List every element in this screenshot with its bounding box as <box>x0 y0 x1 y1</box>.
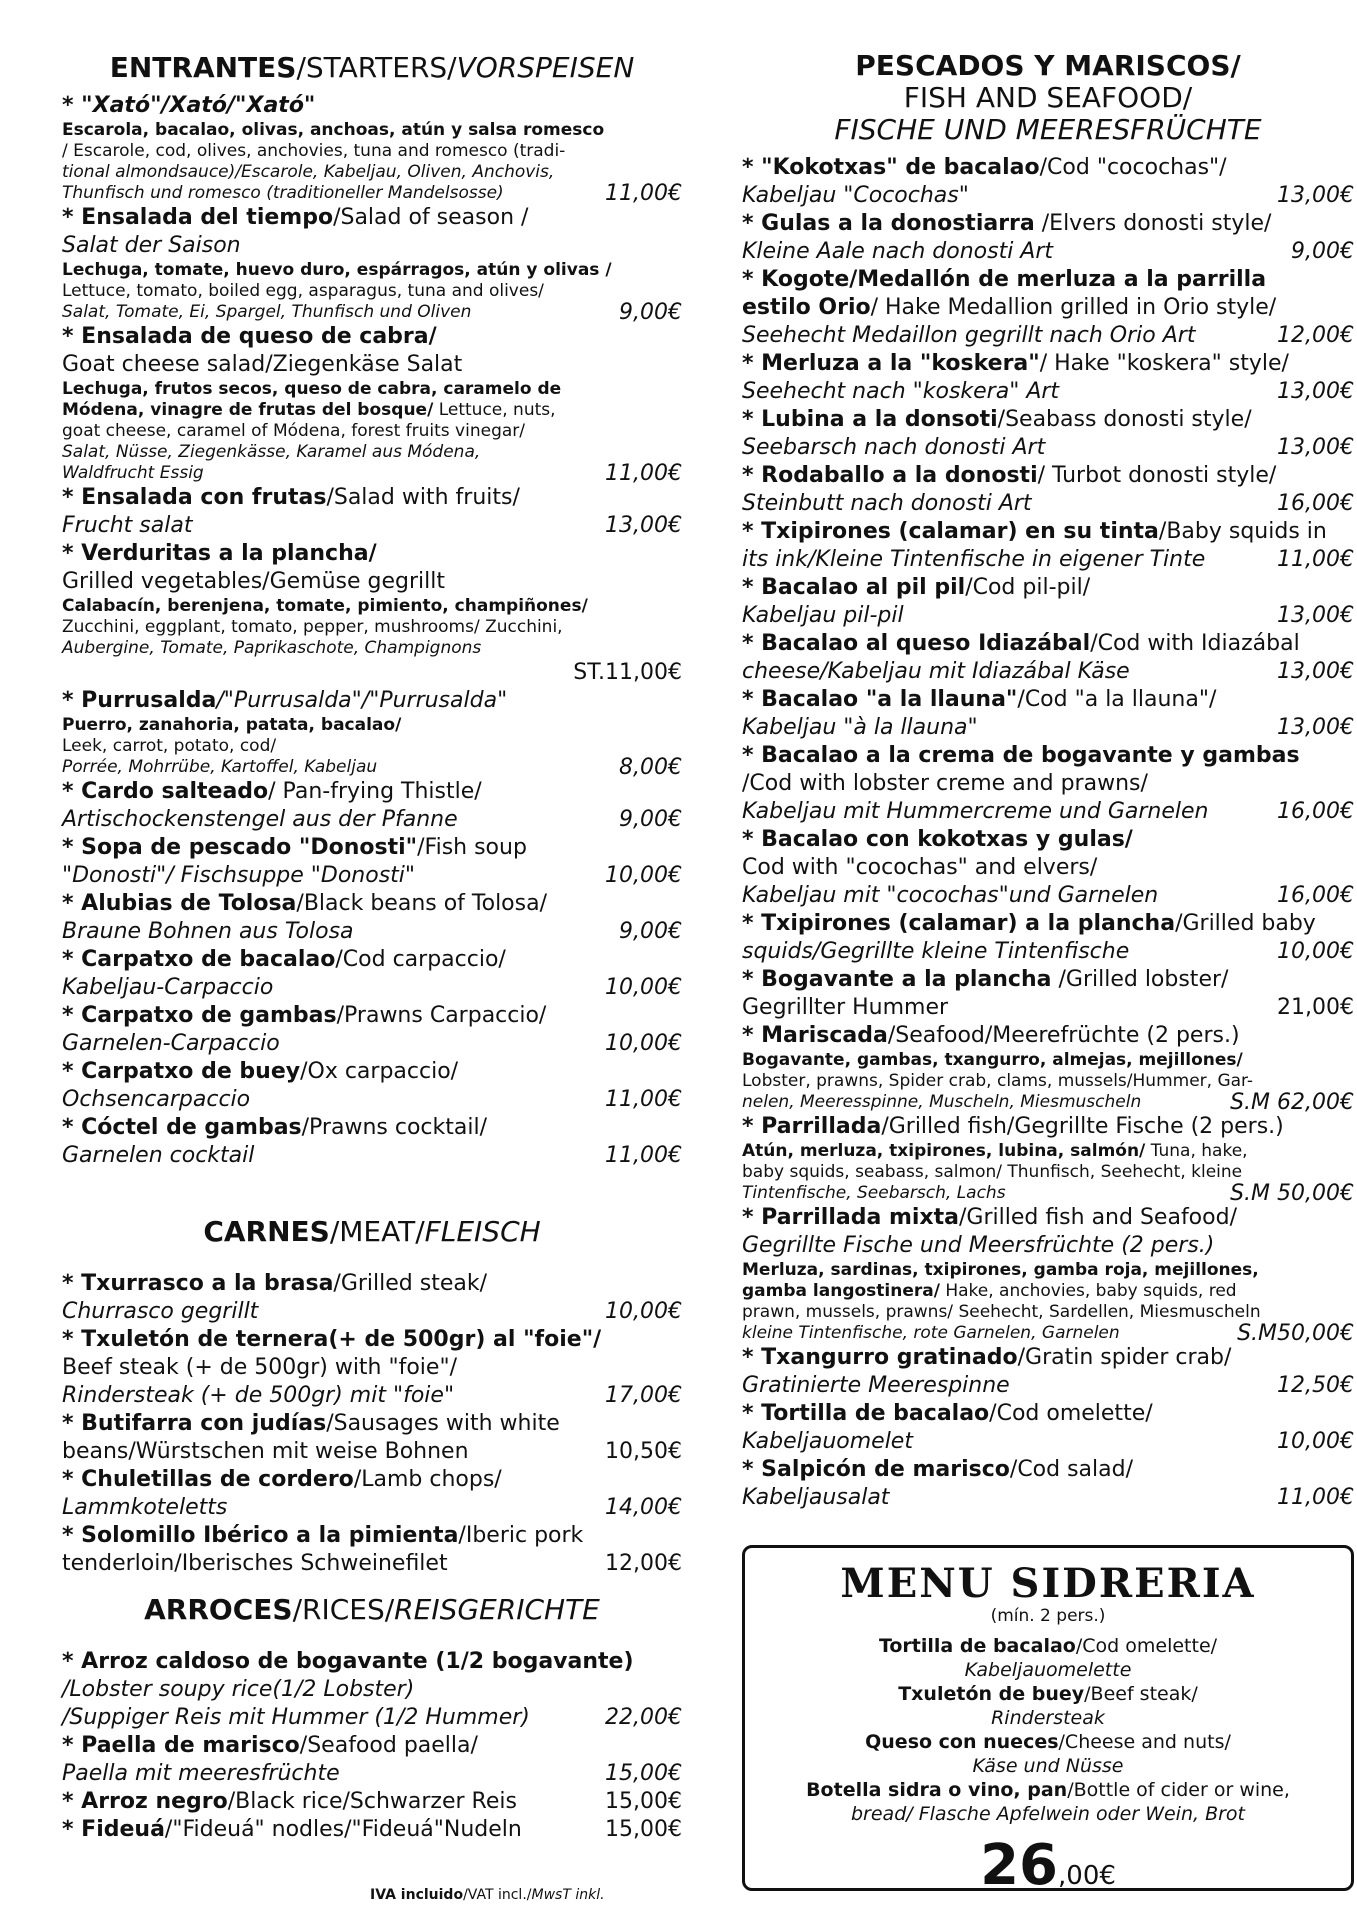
menu-item-txipirones-tinta: * Txipirones (calamar) en su tinta/Baby squids in its ink/Kleine Tintenfische in eigener Tinte 11,00€ <box>742 519 1354 572</box>
price: 9,00€ <box>619 919 682 944</box>
menu-item-crema-bogavante: * Bacalao a la crema de bogavante y gambas /Cod with lobster creme and prawns/ Kabeljau mit Hummercreme und Garnelen 16,00€ <box>742 743 1354 824</box>
menu-item-xato: * "Xató"/Xató/"Xató" Escarola, bacalao, olivas, anchoas, atún y salsa romesco / Escarole, cod, olives, anchovies, tuna and romesco (tradi- tional almondsauce)/Escarole, Kabeljau, Oliven, Anchovis, Thunfisch und romesco (traditioneller Mandelsosse) 11,00€ <box>62 93 682 206</box>
menu-sidreria-box: MENU SIDRERIA (mín. 2 pers.) Tortilla de bacalao/Cod omelette/ Kabeljauomelette Txuletón de buey/Beef steak/ Rindersteak Queso con nueces/Cheese and nuts/ Käse und Nüsse Botella sidra o vino, pan/Bottle of cider or wine, bread/ Flasche Apfelwein oder Wein, Brot 26,00€ <box>742 1545 1354 1891</box>
price: 8,00€ <box>619 755 682 780</box>
price: 11,00€ <box>605 461 682 486</box>
menu-item-alubias: * Alubias de Tolosa/Black beans of Tolosa/ Braune Bohnen aus Tolosa 9,00€ <box>62 891 682 944</box>
menu-item-ensalada-frutas: * Ensalada con frutas/Salad with fruits/ Frucht salat 13,00€ <box>62 485 682 538</box>
menu-sidreria-subtitle: (mín. 2 pers.) <box>990 1606 1106 1626</box>
price: 14,00€ <box>605 1495 682 1520</box>
menu-item-llauna: * Bacalao "a la llauna"/Cod "a la llauna"/ Kabeljau "à la llauna" 13,00€ <box>742 687 1354 740</box>
menu-item-arroz-negro: * Arroz negro/Black rice/Schwarzer Reis 15,00€ <box>62 1789 682 1814</box>
fish-title: PESCADOS Y MARISCOS/ FISH AND SEAFOOD/ FISCHE UND MEERESFRÜCHTE <box>834 49 1262 146</box>
menu-item-verduritas: * Verduritas a la plancha/ Grilled vegetables/Gemüse gegrillt Calabacín, berenjena, tomate, pimiento, champiñones/ Zucchini, eggplant, tomato, pepper, mushrooms/ Zucchini, Aubergine, Tomate, Paprikaschote, Champignons ST.11,00€ <box>62 541 682 685</box>
menu-item-cardo: * Cardo salteado/ Pan-frying Thistle/ Artischockenstengel aus der Pfanne 9,00€ <box>62 779 682 832</box>
price: 10,00€ <box>605 863 682 888</box>
menu-item-lubina: * Lubina a la donsoti/Seabass donosti style/ Seebarsch nach donosti Art 13,00€ <box>742 407 1354 460</box>
price: 10,00€ <box>1277 939 1354 964</box>
price: 13,00€ <box>1277 715 1354 740</box>
menu-item-txipirones-plancha: * Txipirones (calamar) a la plancha/Grilled baby squids/Gegrillte kleine Tintenfische 10,00€ <box>742 911 1354 964</box>
menu-item-salpicon: * Salpicón de marisco/Cod salad/ Kabeljausalat 11,00€ <box>742 1457 1354 1510</box>
price: 15,00€ <box>605 1789 682 1814</box>
menu-item-idiazabal: * Bacalao al queso Idiazábal/Cod with Idiazábal cheese/Kabeljau mit Idiazábal Käse 13,00€ <box>742 631 1354 684</box>
left-column <box>62 0 682 1844</box>
price: 13,00€ <box>1277 183 1354 208</box>
menu-item-carpatxo-gambas: * Carpatxo de gambas/Prawns Carpaccio/ Garnelen-Carpaccio 10,00€ <box>62 1003 682 1056</box>
vat-note: IVA incluido/VAT incl./MwsT inkl. <box>370 1887 605 1903</box>
price: S.M 62,00€ <box>1230 1090 1354 1115</box>
menu-item-mariscada: * Mariscada/Seafood/Meerefrüchte (2 pers.) Bogavante, gambas, txangurro, almejas, mejillones/ Lobster, prawns, Spider crab, clams, mussels/Hummer, Gar- nelen, Meeresspinne, Muscheln, Miesmuscheln S.M 62,00€ <box>742 1023 1354 1115</box>
menu-item-kokotxas-gulas: * Bacalao con kokotxas y gulas/ Cod with "cocochas" and elvers/ Kabeljau mit "cocochas"und Garnelen 16,00€ <box>742 827 1354 908</box>
price: 13,00€ <box>1277 659 1354 684</box>
price: 13,00€ <box>605 513 682 538</box>
price: 11,00€ <box>605 181 682 206</box>
menu-item-sopa: * Sopa de pescado "Donosti"/Fish soup "Donosti"/ Fischsuppe "Donosti" 10,00€ <box>62 835 682 888</box>
menu-item-gulas: * Gulas a la donostiarra /Elvers donosti style/ Kleine Aale nach donosti Art 9,00€ <box>742 211 1354 264</box>
price: 10,00€ <box>605 1299 682 1324</box>
price: 11,00€ <box>605 1087 682 1112</box>
menu-item-tortilla: * Tortilla de bacalao/Cod omelette/ Kabeljauomelet 10,00€ <box>742 1401 1354 1454</box>
menu-item-pilpil: * Bacalao al pil pil/Cod pil-pil/ Kabeljau pil-pil 13,00€ <box>742 575 1354 628</box>
right-column <box>742 0 1354 1512</box>
menu-item-txangurro: * Txangurro gratinado/Gratin spider crab/ Gratinierte Meerespinne 12,50€ <box>742 1345 1354 1398</box>
price: 9,00€ <box>1291 239 1354 264</box>
price: S.M50,00€ <box>1237 1321 1354 1346</box>
price: 16,00€ <box>1277 883 1354 908</box>
menu-item-ensalada-tiempo: * Ensalada del tiempo/Salad of season / Salat der Saison Lechuga, tomate, huevo duro, espárragos, atún y olivas / Lettuce, tomato, boiled egg, asparagus, tuna and olives/ Salat, Tomate, Ei, Spargel, Thunfisch und Oliven 9,00€ <box>62 205 682 325</box>
menu-item-parrillada: * Parrillada/Grilled fish/Gegrillte Fische (2 pers.) Atún, merluza, txipirones, lubina, salmón/ Tuna, hake, baby squids, seabass, salmon/ Thunfisch, Seehecht, kleine Tintenfische, Seebarsch, Lachs S.M 50,00€ <box>742 1114 1354 1206</box>
price: 10,50€ <box>605 1439 682 1464</box>
price: 12,00€ <box>605 1551 682 1576</box>
price: 13,00€ <box>1277 435 1354 460</box>
price: 10,00€ <box>605 1031 682 1056</box>
price: 16,00€ <box>1277 799 1354 824</box>
price: 22,00€ <box>605 1705 682 1730</box>
menu-item-purrusalda: * Purrusalda/"Purrusalda"/"Purrusalda" Puerro, zanahoria, patata, bacalao/ Leek, carrot, potato, cod/ Porrée, Mohrrübe, Kartoffel, Kabeljau 8,00€ <box>62 688 682 780</box>
price: 13,00€ <box>1277 603 1354 628</box>
menu-item-parrillada-mixta: * Parrillada mixta/Grilled fish and Seafood/ Gegrillte Fische und Meersfrüchte (2 pers.) Merluza, sardinas, txipirones, gamba roja, mejillones, gamba langostinera/ Hake, anchovies, baby squids, red prawn, mussels, prawns/ Seehecht, Sardellen, Miesmuscheln kleine Tintenfische, rote Garnelen, Garnelen S.M50,00€ <box>742 1205 1354 1346</box>
price: ST.11,00€ <box>573 660 682 685</box>
rices-title: ARROCES/RICES/REISGERICHTE <box>144 1593 600 1626</box>
menu-item-txuleton: * Txuletón de ternera(+ de 500gr) al "foie"/ Beef steak (+ de 500gr) with "foie"/ Rindersteak (+ de 500gr) mit "foie" 17,00€ <box>62 1327 682 1408</box>
menu-item-coctel: * Cóctel de gambas/Prawns cocktail/ Garnelen cocktail 11,00€ <box>62 1115 682 1168</box>
menu-item-carpatxo-buey: * Carpatxo de buey/Ox carpaccio/ Ochsencarpaccio 11,00€ <box>62 1059 682 1112</box>
price: 12,50€ <box>1277 1373 1354 1398</box>
menu-sidreria-price: 26,00€ <box>980 1833 1116 1898</box>
menu-item-queso-cabra: * Ensalada de queso de cabra/ Goat cheese salad/Ziegenkäse Salat Lechuga, frutos secos, queso de cabra, caramelo de Módena, vinagre de frutas del bosque/ Lettuce, nuts, goat cheese, caramel of Módena, forest fruits vinegar/ Salat, Nüsse, Ziegenkässe, Karamel aus Módena, Waldfrucht Essig 11,00€ <box>62 324 682 486</box>
price: 9,00€ <box>619 807 682 832</box>
menu-item-bogavante: * Bogavante a la plancha /Grilled lobster/ Gegrillter Hummer 21,00€ <box>742 967 1354 1020</box>
menu-item-fideua: * Fideuá/"Fideuá" nodles/"Fideuá"Nudeln 15,00€ <box>62 1817 682 1842</box>
starters-title: ENTRANTES/STARTERS/VORSPEISEN <box>109 51 635 84</box>
price: 10,00€ <box>605 975 682 1000</box>
meat-title: CARNES/MEAT/FLEISCH <box>203 1215 541 1248</box>
menu-item-chuletillas: * Chuletillas de cordero/Lamb chops/ Lammkoteletts 14,00€ <box>62 1467 682 1520</box>
menu-item-paella: * Paella de marisco/Seafood paella/ Paella mit meeresfrüchte 15,00€ <box>62 1733 682 1786</box>
price: 17,00€ <box>605 1383 682 1408</box>
price: 11,00€ <box>1277 547 1354 572</box>
price: 16,00€ <box>1277 491 1354 516</box>
menu-item-carpatxo-bacalao: * Carpatxo de bacalao/Cod carpaccio/ Kabeljau-Carpaccio 10,00€ <box>62 947 682 1000</box>
menu-item-txurrasco: * Txurrasco a la brasa/Grilled steak/ Churrasco gegrillt 10,00€ <box>62 1271 682 1324</box>
menu-item-kokotxas: * "Kokotxas" de bacalao/Cod "cocochas"/ Kabeljau "Cocochas" 13,00€ <box>742 155 1354 208</box>
menu-item-rodaballo: * Rodaballo a la donosti/ Turbot donosti style/ Steinbutt nach donosti Art 16,00€ <box>742 463 1354 516</box>
price: 15,00€ <box>605 1761 682 1786</box>
menu-item-arroz-caldoso: * Arroz caldoso de bogavante (1/2 bogavante) /Lobster soupy rice(1/2 Lobster) /Suppiger Reis mit Hummer (1/2 Hummer) 22,00€ <box>62 1649 682 1730</box>
menu-item-butifarra: * Butifarra con judías/Sausages with white beans/Würstschen mit weise Bohnen 10,50€ <box>62 1411 682 1464</box>
price: 10,00€ <box>1277 1429 1354 1454</box>
price: 15,00€ <box>605 1817 682 1842</box>
menu-item-merluza: * Merluza a la "koskera"/ Hake "koskera" style/ Seehecht nach "koskera" Art 13,00€ <box>742 351 1354 404</box>
menu-item-kogote: * Kogote/Medallón de merluza a la parrilla estilo Orio/ Hake Medallion grilled in Orio style/ Seehecht Medaillon gegrillt nach Orio Art 12,00€ <box>742 267 1354 348</box>
price: 9,00€ <box>619 300 682 325</box>
price: S.M 50,00€ <box>1230 1181 1354 1206</box>
price: 11,00€ <box>1277 1485 1354 1510</box>
price: 12,00€ <box>1277 323 1354 348</box>
menu-sidreria-title: MENU SIDRERIA <box>840 1560 1256 1607</box>
price: 11,00€ <box>605 1143 682 1168</box>
price: 13,00€ <box>1277 379 1354 404</box>
menu-item-solomillo: * Solomillo Ibérico a la pimienta/Iberic pork tenderloin/Iberisches Schweinefilet 12,00€ <box>62 1523 682 1576</box>
price: 21,00€ <box>1277 995 1354 1020</box>
